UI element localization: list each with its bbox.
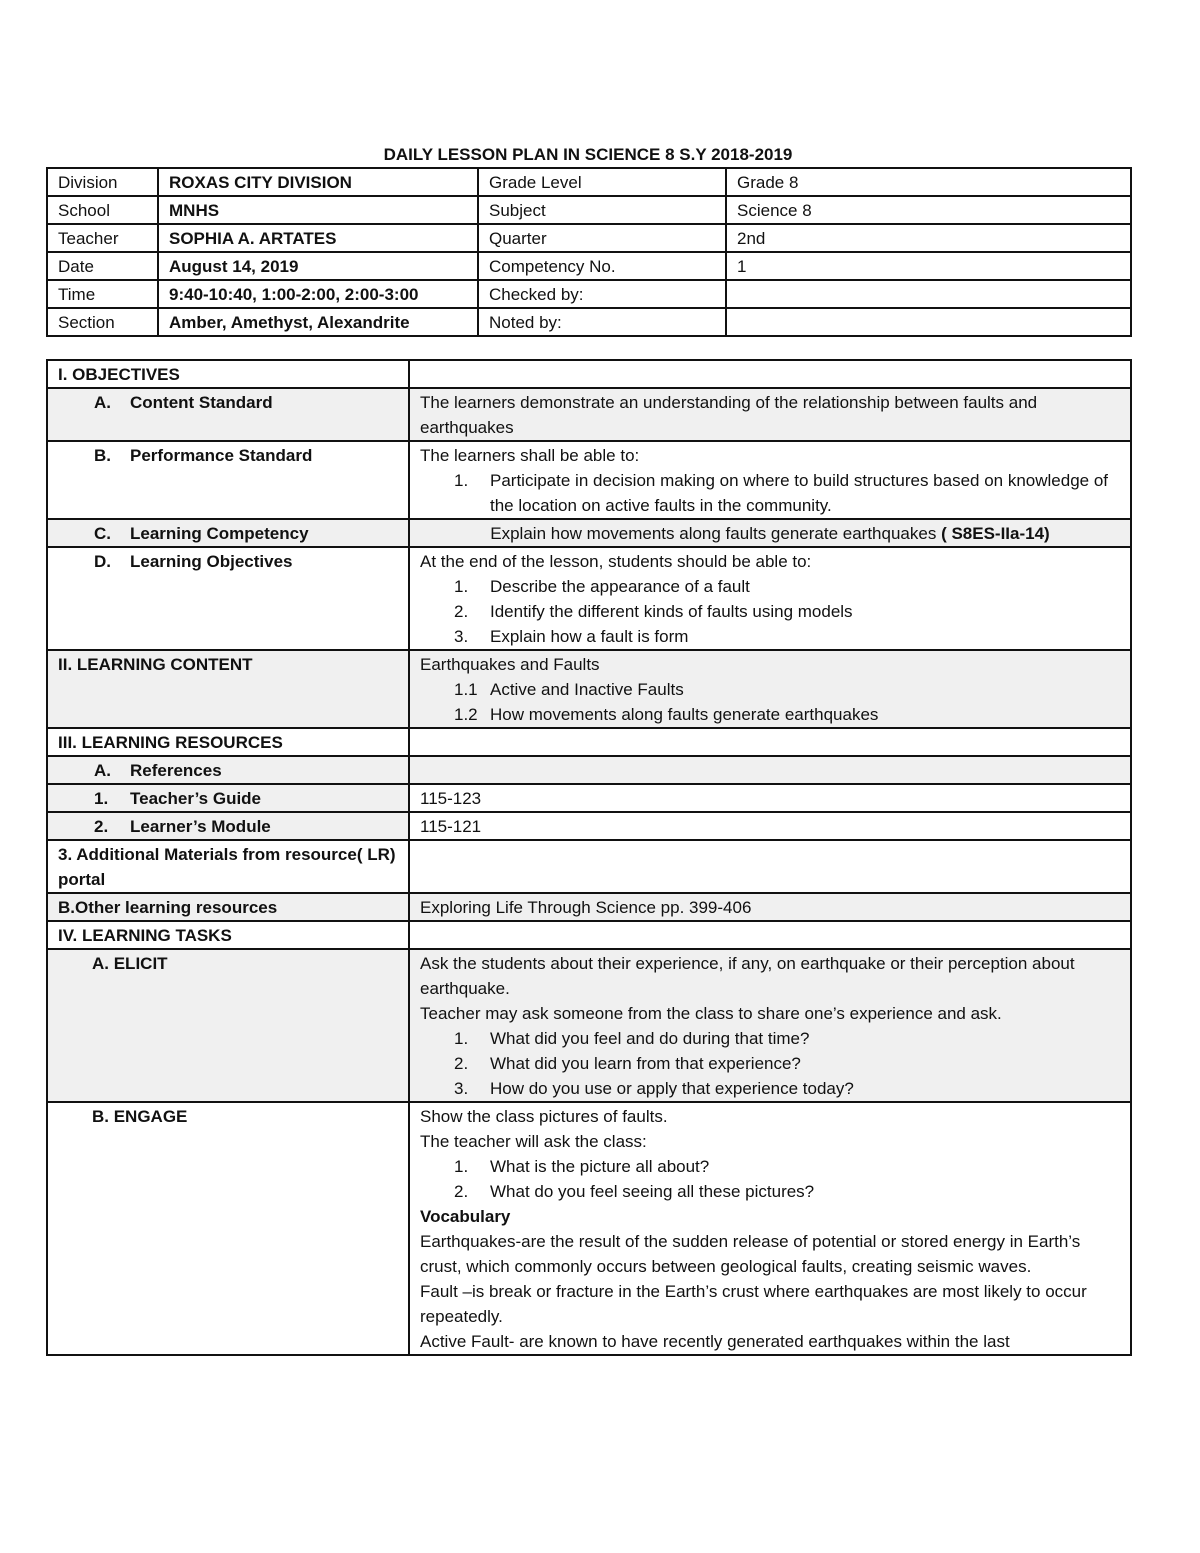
header-label: Section <box>47 308 158 336</box>
learners-module-text: Learner’s Module <box>130 817 271 836</box>
learners-module-marker: 2. <box>94 817 109 836</box>
content-standard-text: Content Standard <box>130 393 273 412</box>
teachers-guide-marker: 1. <box>94 789 109 808</box>
list-text: How do you use or apply that experience today? <box>490 1079 854 1098</box>
list-number: 1. <box>454 577 469 596</box>
learning-objectives-row <box>47 547 1131 650</box>
list-item <box>420 574 1120 599</box>
header-value: MNHS <box>158 196 478 224</box>
header-value: 2nd <box>726 224 1131 252</box>
references-row <box>47 756 1131 784</box>
other-resources-row <box>47 893 1131 921</box>
content-standard-label <box>47 388 409 441</box>
list-text: Explain how a fault is form <box>490 627 689 646</box>
learning-resources-heading: III. LEARNING RESOURCES <box>47 728 409 756</box>
header-value: 9:40-10:40, 1:00-2:00, 2:00-3:00 <box>158 280 478 308</box>
header-row <box>47 280 1131 308</box>
learners-module-value: 115-121 <box>409 812 1131 840</box>
competency-code: ( S8ES-IIa-14) <box>941 524 1050 543</box>
vocabulary-entry: Earthquakes-are the result of the sudden release of potential or stored energy in Earth’s crust, which commonly occurs between geological faults, creating seismic waves. <box>420 1232 1081 1276</box>
list-text: Identify the different kinds of faults using models <box>490 602 853 621</box>
performance-standard-marker: B. <box>94 446 111 465</box>
header-value: Science 8 <box>726 196 1131 224</box>
list-number: 1. <box>454 471 469 490</box>
performance-standard-item <box>420 468 1120 518</box>
performance-standard-intro: The learners shall be able to: <box>420 446 640 465</box>
learning-objectives-label <box>47 547 409 650</box>
references-marker: A. <box>94 761 111 780</box>
header-label: Checked by: <box>478 280 726 308</box>
list-number: 2. <box>454 602 469 621</box>
header-label: Noted by: <box>478 308 726 336</box>
competency-text: Explain how movements along faults generate earthquakes <box>490 524 937 543</box>
list-item <box>420 1179 1120 1204</box>
learning-content-value <box>409 650 1131 728</box>
performance-standard-label <box>47 441 409 519</box>
learning-objectives-text: Learning Objectives <box>130 552 293 571</box>
learners-module-label <box>47 812 409 840</box>
list-text: Describe the appearance of a fault <box>490 577 750 596</box>
list-number: 2. <box>454 1054 469 1073</box>
header-label: Grade Level <box>478 168 726 196</box>
learning-objectives-marker: D. <box>94 552 111 571</box>
objectives-value <box>409 360 1131 388</box>
content-standard-row <box>47 388 1131 441</box>
learning-objectives-intro: At the end of the lesson, students should be able to: <box>420 552 812 571</box>
elicit-value <box>409 949 1131 1102</box>
learning-competency-label <box>47 519 409 547</box>
header-value: SOPHIA A. ARTATES <box>158 224 478 252</box>
header-label: Date <box>47 252 158 280</box>
header-row <box>47 252 1131 280</box>
list-item <box>420 1051 1120 1076</box>
learning-competency-row <box>47 519 1131 547</box>
list-number: 1.1 <box>454 680 478 699</box>
header-row <box>47 168 1131 196</box>
learning-resources-row <box>47 728 1131 756</box>
lesson-plan-table <box>46 359 1132 1356</box>
list-number: 3. <box>454 627 469 646</box>
learning-resources-value <box>409 728 1131 756</box>
list-number: 1. <box>454 1157 469 1176</box>
references-label <box>47 756 409 784</box>
header-label: Competency No. <box>478 252 726 280</box>
list-item <box>420 1026 1120 1051</box>
header-label: School <box>47 196 158 224</box>
list-item <box>420 1154 1120 1179</box>
header-label: Quarter <box>478 224 726 252</box>
header-value <box>726 280 1131 308</box>
list-number: 1. <box>454 1029 469 1048</box>
list-item <box>420 624 1120 649</box>
list-number: 2. <box>454 1182 469 1201</box>
learning-tasks-heading: IV. LEARNING TASKS <box>47 921 409 949</box>
list-item <box>420 599 1120 624</box>
objectives-heading: I. OBJECTIVES <box>47 360 409 388</box>
additional-materials-value <box>409 840 1131 893</box>
header-value <box>726 308 1131 336</box>
engage-value <box>409 1102 1131 1355</box>
list-item <box>420 1076 1120 1101</box>
other-resources-label: B.Other learning resources <box>47 893 409 921</box>
teachers-guide-text: Teacher’s Guide <box>130 789 262 808</box>
learning-competency-text: Learning Competency <box>130 524 309 543</box>
learning-content-row <box>47 650 1131 728</box>
elicit-text-2: Teacher may ask someone from the class to share one’s experience and ask. <box>420 1004 1002 1023</box>
header-label: Subject <box>478 196 726 224</box>
vocabulary-entry: Active Fault- are known to have recently generated earthquakes within the last <box>420 1332 1010 1351</box>
references-value <box>409 756 1131 784</box>
header-row <box>47 224 1131 252</box>
vocabulary-heading: Vocabulary <box>420 1207 511 1226</box>
header-label: Time <box>47 280 158 308</box>
header-value: 1 <box>726 252 1131 280</box>
list-text: How movements along faults generate earthquakes <box>490 705 879 724</box>
list-text: What did you learn from that experience? <box>490 1054 801 1073</box>
elicit-label: A. ELICIT <box>47 949 409 1102</box>
additional-materials-label: 3. Additional Materials from resource( LR) portal <box>47 840 409 893</box>
learners-module-row <box>47 812 1131 840</box>
elicit-row <box>47 949 1131 1102</box>
engage-text-1: Show the class pictures of faults. <box>420 1107 668 1126</box>
header-label: Division <box>47 168 158 196</box>
performance-standard-value <box>409 441 1131 519</box>
header-value: Grade 8 <box>726 168 1131 196</box>
engage-label: B. ENGAGE <box>47 1102 409 1355</box>
engage-row <box>47 1102 1131 1355</box>
list-text: What do you feel seeing all these pictures? <box>490 1182 815 1201</box>
header-value: Amber, Amethyst, Alexandrite <box>158 308 478 336</box>
list-text: What did you feel and do during that time? <box>490 1029 810 1048</box>
header-value: ROXAS CITY DIVISION <box>158 168 478 196</box>
list-number: 1.2 <box>454 705 478 724</box>
elicit-text-1: Ask the students about their experience, if any, on earthquake or their perception about earthquake. <box>420 954 1075 998</box>
header-label: Teacher <box>47 224 158 252</box>
performance-standard-row <box>47 441 1131 519</box>
references-text: References <box>130 761 222 780</box>
content-standard-marker: A. <box>94 393 111 412</box>
list-item <box>420 677 1120 702</box>
objectives-row <box>47 360 1131 388</box>
learning-competency-marker: C. <box>94 524 111 543</box>
other-resources-value: Exploring Life Through Science pp. 399-406 <box>409 893 1131 921</box>
header-row <box>47 308 1131 336</box>
list-number: 3. <box>454 1079 469 1098</box>
learning-objectives-value <box>409 547 1131 650</box>
page-title: DAILY LESSON PLAN IN SCIENCE 8 S.Y 2018-2019 <box>383 145 793 164</box>
list-text: Active and Inactive Faults <box>490 680 684 699</box>
header-row <box>47 196 1131 224</box>
teachers-guide-row <box>47 784 1131 812</box>
learning-tasks-row <box>47 921 1131 949</box>
list-item <box>420 702 1120 727</box>
learning-content-heading: II. LEARNING CONTENT <box>47 650 409 728</box>
vocabulary-entry: Fault –is break or fracture in the Earth’s crust where earthquakes are most likely to occur repeatedly. <box>420 1282 1087 1326</box>
list-text: Participate in decision making on where to build structures based on knowledge of the location on active faults in the community. <box>490 471 1109 515</box>
learning-competency-value <box>409 519 1131 547</box>
header-value: August 14, 2019 <box>158 252 478 280</box>
header-table <box>46 167 1132 337</box>
additional-materials-row <box>47 840 1131 893</box>
teachers-guide-value: 115-123 <box>409 784 1131 812</box>
content-standard-value: The learners demonstrate an understanding of the relationship between faults and earthquakes <box>409 388 1131 441</box>
performance-standard-text: Performance Standard <box>130 446 313 465</box>
list-text: What is the picture all about? <box>490 1157 710 1176</box>
teachers-guide-label <box>47 784 409 812</box>
engage-text-2: The teacher will ask the class: <box>420 1132 647 1151</box>
learning-content-title: Earthquakes and Faults <box>420 655 600 674</box>
learning-tasks-value <box>409 921 1131 949</box>
